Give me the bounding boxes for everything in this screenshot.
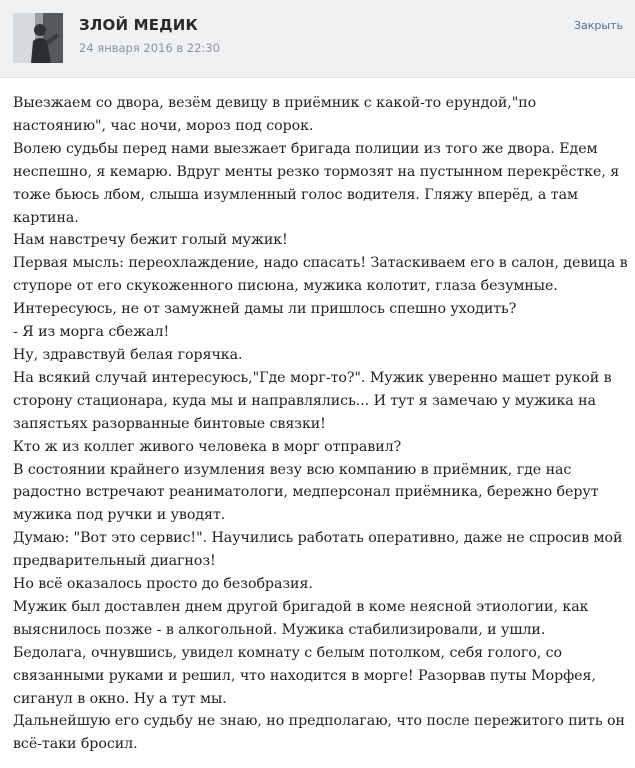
avatar[interactable] — [13, 13, 63, 63]
post-paragraph: Волею судьбы перед нами выезжает бригада полиции из того же двора. Едем неспешно, я кемарю. Вдруг менты резко тормозят на пустынном перекрёстке, я тоже бьюсь лбом, слыша изумленный голос водителя. Гляжу вперёд, а там картина. — [13, 140, 620, 226]
post-paragraph: Выезжаем со двора, везём девицу в приёмник с какой-то ерундой,"по настоянию", час ночи, мороз под сорок. — [13, 95, 537, 134]
post-paragraph: Первая мысль: переохлаждение, надо спасать! Затаскиваем его в салон, девица в ступоре от его скукоженного писюна, мужика колотит, глаза безумные. Интересуюсь, не от замужней дамы ли пришлось спешно уходить? — [13, 255, 628, 318]
post-paragraph: Мужик был доставлен днем другой бригадой в коме неясной этиологии, как выяснилось позже - в алкогольной. Мужика стабилизировали, и ушли. — [13, 598, 589, 638]
post-paragraph: Ну, здравствуй белая горячка. — [13, 346, 243, 363]
post-paragraph: Кто ж из коллег живого человека в морг отправил? — [13, 438, 402, 455]
post-paragraph: Но всё оказалось просто до безобразия. — [13, 576, 313, 593]
post-text — [13, 92, 629, 756]
post-paragraph: - Я из морга сбежал! — [13, 324, 170, 341]
post-date[interactable]: 24 января 2016 в 22:30 — [79, 41, 220, 55]
post-header — [0, 0, 635, 78]
close-button[interactable]: Закрыть — [574, 19, 623, 32]
post-paragraph: Думаю: "Вот это сервис!". Научились работать оперативно, даже не спросив мой предварительный диагноз! — [13, 530, 623, 570]
post-paragraph: Дальнейшую его судьбу не знаю, но предполагаю, что после пережитого пить он всё-таки бросил. — [13, 713, 625, 753]
post-paragraph: На всякий случай интересуюсь,"Где морг-то?". Мужик уверенно машет рукой в сторону стационара, куда мы и направлялись... И тут я замечаю у мужика на запястьях разорванные бинтовые связки! — [13, 369, 612, 432]
post-paragraph: В состоянии крайнего изумления везу всю компанию в приёмник, где нас радостно встречают реаниматологи, медперсонал приёмника, бережно берут мужика под ручки и уводят. — [13, 461, 599, 524]
author-name[interactable]: ЗЛОЙ МЕДИК — [79, 16, 198, 34]
post-paragraph: Бедолага, очнувшись, увидел комнату с белым потолком, себя голого, со связанными руками и решил, что находится в морге! Разорвав путы Морфея, сиганул в окно. Ну а тут мы. — [13, 644, 596, 707]
post-paragraph: Нам навстречу бежит голый мужик! — [13, 232, 288, 249]
